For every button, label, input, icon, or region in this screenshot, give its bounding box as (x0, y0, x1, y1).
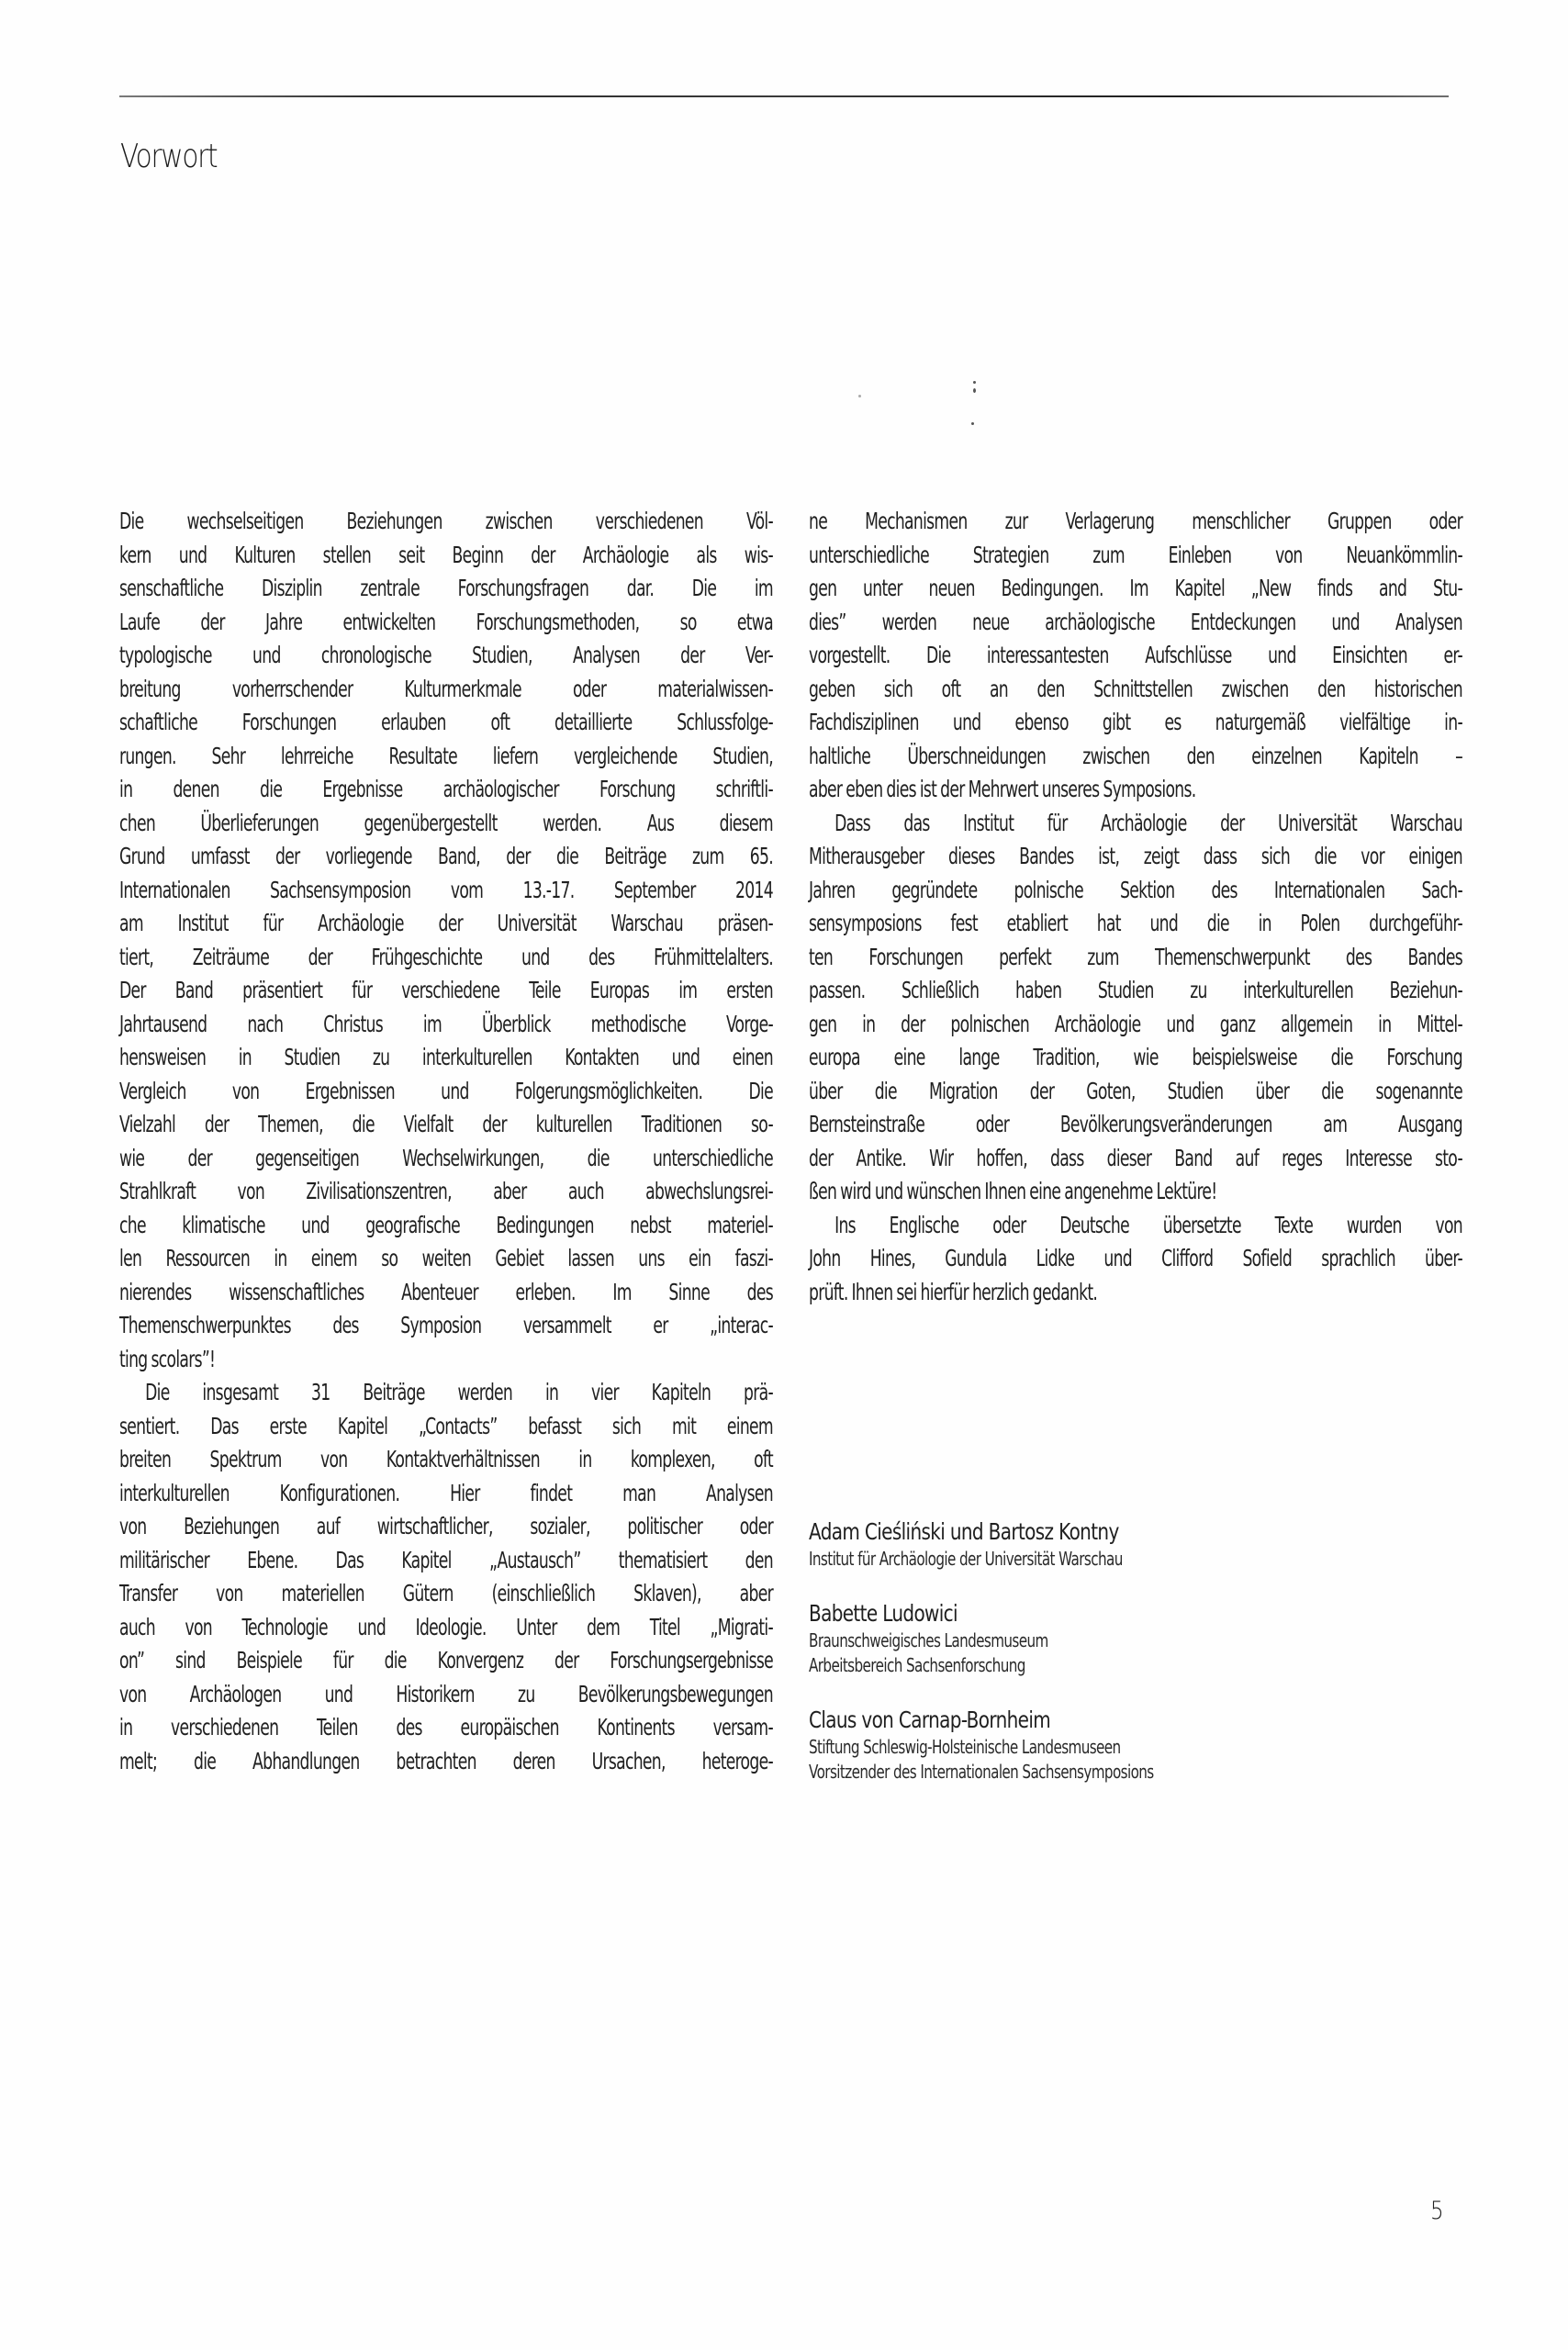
signature-block (809, 1598, 1470, 1678)
signature-block (809, 1516, 1470, 1572)
text-line: ßen wird und wünschen Ihnen eine angenehme Lektüre! (809, 1178, 1217, 1204)
text-line: Der Band präsentiert für verschiedene Teile Europas im ersten (119, 977, 773, 1003)
text-line: Transfer von materiellen Gütern (einschließlich Sklaven), aber (119, 1580, 773, 1606)
text-line: in verschiedenen Teilen des europäischen Kontinents versam- (119, 1714, 773, 1740)
text-line: militärischer Ebene. Das Kapitel „Austausch” thematisiert den (119, 1546, 773, 1573)
signature-name: Adam Cieśliński und Bartosz Kontny (809, 1518, 1119, 1545)
signature-block (809, 1705, 1470, 1785)
text-line: prüft. Ihnen sei hierfür herzlich gedankt. (809, 1278, 1098, 1305)
text-line: haltliche Überschneidungen zwischen den einzelnen Kapiteln – (809, 742, 1462, 769)
signature-affiliation: Arbeitsbereich Sachsenforschung (809, 1654, 1025, 1676)
signature-name: Claus von Carnap-Bornheim (809, 1707, 1051, 1733)
text-line: interkulturellen Konfigurationen. Hier findet man Analysen (119, 1479, 773, 1506)
text-line: Jahrtausend nach Christus im Überblick methodische Vorge- (119, 1010, 773, 1037)
text-line: sensymposions fest etabliert hat und die in Polen durchgeführ- (809, 910, 1462, 936)
text-line: gen unter neuen Bedingungen. Im Kapitel „New finds and Stu- (809, 575, 1462, 601)
text-line: ten Forschungen perfekt zum Themenschwerpunkt des Bandes (809, 943, 1462, 970)
text-line: Fachdisziplinen und ebenso gibt es naturgemäß vielfältige in- (809, 709, 1462, 735)
signature-affiliation: Braunschweigisches Landesmuseum (809, 1629, 1048, 1651)
text-line: kern und Kulturen stellen seit Beginn der Archäologie als wis- (119, 541, 773, 568)
text-line: Ins Englische oder Deutsche übersetzte Texte wurden von (834, 1211, 1462, 1238)
signature-name: Babette Ludowici (809, 1600, 958, 1627)
text-line: nierendes wissenschaftliches Abenteuer erleben. Im Sinne des (119, 1278, 773, 1305)
text-line: über die Migration der Goten, Studien über die sogenannte (809, 1077, 1462, 1104)
scan-specks (854, 372, 1001, 445)
text-line: Grund umfasst der vorliegende Band, der die Beiträge zum 65. (119, 843, 773, 869)
scan-speck (973, 388, 976, 393)
text-line: Mitherausgeber dieses Bandes ist, zeigt dass sich die vor einigen (809, 843, 1462, 869)
text-line: der Antike. Wir hoffen, dass dieser Band auf reges Interesse sto- (809, 1144, 1462, 1171)
text-line: aber eben dies ist der Mehrwert unseres Symposions. (809, 776, 1196, 802)
scan-speck (971, 422, 974, 425)
text-line: rungen. Sehr lehrreiche Resultate liefern vergleichende Studien, (119, 742, 773, 769)
text-line: melt; die Abhandlungen betrachten deren Ursachen, heteroge- (119, 1747, 773, 1774)
text-line: typologische und chronologische Studien, Analysen der Ver- (119, 642, 773, 668)
text-line: unterschiedliche Strategien zum Einleben von Neuankömmlin- (809, 541, 1462, 568)
text-line: hensweisen in Studien zu interkulturellen Kontakten und einen (119, 1044, 773, 1070)
text-line: Bernsteinstraße oder Bevölkerungsveränderungen am Ausgang (809, 1111, 1462, 1137)
text-line: europa eine lange Tradition, wie beispielsweise die Forschung (809, 1044, 1462, 1070)
text-line: ne Mechanismen zur Verlagerung menschlicher Gruppen oder (809, 508, 1462, 534)
text-line: auch von Technologie und Ideologie. Unter dem Titel „Migrati- (119, 1613, 773, 1640)
page-number: 5 (1430, 2197, 1444, 2225)
text-line: che klimatische und geografische Bedingungen nebst materiel- (119, 1211, 773, 1238)
text-line: ting scolars”! (119, 1345, 216, 1372)
text-line: John Hines, Gundula Lidke und Clifford Sofield sprachlich über- (809, 1245, 1462, 1271)
text-line: dies” werden neue archäologische Entdeckungen und Analysen (809, 608, 1462, 635)
text-line: len Ressourcen in einem so weiten Gebiet lassen uns ein faszi- (119, 1245, 773, 1271)
text-line: in denen die Ergebnisse archäologischer Forschung schriftli- (119, 776, 773, 802)
text-line: tiert, Zeiträume der Frühgeschichte und des Frühmittelalters. (119, 943, 773, 970)
text-line: Vergleich von Ergebnissen und Folgerungsmöglichkeiten. Die (119, 1077, 773, 1104)
scan-speck (973, 381, 976, 384)
text-line: breiten Spektrum von Kontaktverhältnissen in komplexen, oft (119, 1446, 773, 1472)
text-line: senschaftliche Disziplin zentrale Forschungsfragen dar. Die im (119, 575, 773, 601)
signature-affiliation: Vorsitzender des Internationalen Sachsensymposions (809, 1761, 1154, 1783)
signature-affiliation: Institut für Archäologie der Universität Warschau (809, 1548, 1123, 1570)
signature-affiliation: Stiftung Schleswig-Holsteinische Landesmuseen (809, 1736, 1121, 1758)
text-line: breitung vorherrschender Kulturmerkmale oder materialwissen- (119, 675, 773, 702)
text-line: Laufe der Jahre entwickelten Forschungsmethoden, so etwa (119, 608, 773, 635)
body-column-left (119, 505, 773, 1778)
text-line: sentiert. Das erste Kapitel „Contacts” befasst sich mit einem (119, 1412, 773, 1439)
text-line: Jahren gegründete polnische Sektion des Internationalen Sach- (809, 876, 1462, 903)
signatures (809, 1516, 1470, 1811)
text-line: von Archäologen und Historikern zu Bevölkerungsbewegungen (119, 1680, 773, 1707)
text-line: Die insgesamt 31 Beiträge werden in vier Kapiteln prä- (145, 1379, 773, 1405)
text-line: passen. Schließlich haben Studien zu interkulturellen Beziehun- (809, 977, 1462, 1003)
text-line: vorgestellt. Die interessantesten Aufschlüsse und Einsichten er- (809, 642, 1462, 668)
body-column-right (809, 505, 1462, 1309)
text-line: Strahlkraft von Zivilisationszentren, aber auch abwechslungsrei- (119, 1178, 773, 1204)
text-line: on” sind Beispiele für die Konvergenz der Forschungsergebnisse (119, 1647, 773, 1673)
text-line: Themenschwerpunktes des Symposion versammelt er „interac- (119, 1312, 773, 1338)
text-line: Internationalen Sachsensymposion vom 13.-17. September 2014 (119, 876, 773, 903)
text-line: schaftliche Forschungen erlauben oft detaillierte Schlussfolge- (119, 709, 773, 735)
text-line: chen Überlieferungen gegenübergestellt werden. Aus diesem (119, 809, 773, 836)
page-title: Vorwort (120, 138, 218, 175)
text-line: Vielzahl der Themen, die Vielfalt der kulturellen Traditionen so- (119, 1111, 773, 1137)
text-line: von Beziehungen auf wirtschaftlicher, sozialer, politischer oder (119, 1513, 773, 1539)
text-line: geben sich oft an den Schnittstellen zwischen den historischen (809, 675, 1462, 702)
scan-speck (858, 395, 861, 397)
text-line: Die wechselseitigen Beziehungen zwischen verschiedenen Völ- (119, 508, 773, 534)
text-line: am Institut für Archäologie der Universität Warschau präsen- (119, 910, 773, 936)
text-line: Dass das Institut für Archäologie der Universität Warschau (834, 809, 1462, 836)
text-line: gen in der polnischen Archäologie und ganz allgemein in Mittel- (809, 1010, 1462, 1037)
header-rule (119, 95, 1449, 97)
text-line: wie der gegenseitigen Wechselwirkungen, die unterschiedliche (119, 1144, 773, 1171)
